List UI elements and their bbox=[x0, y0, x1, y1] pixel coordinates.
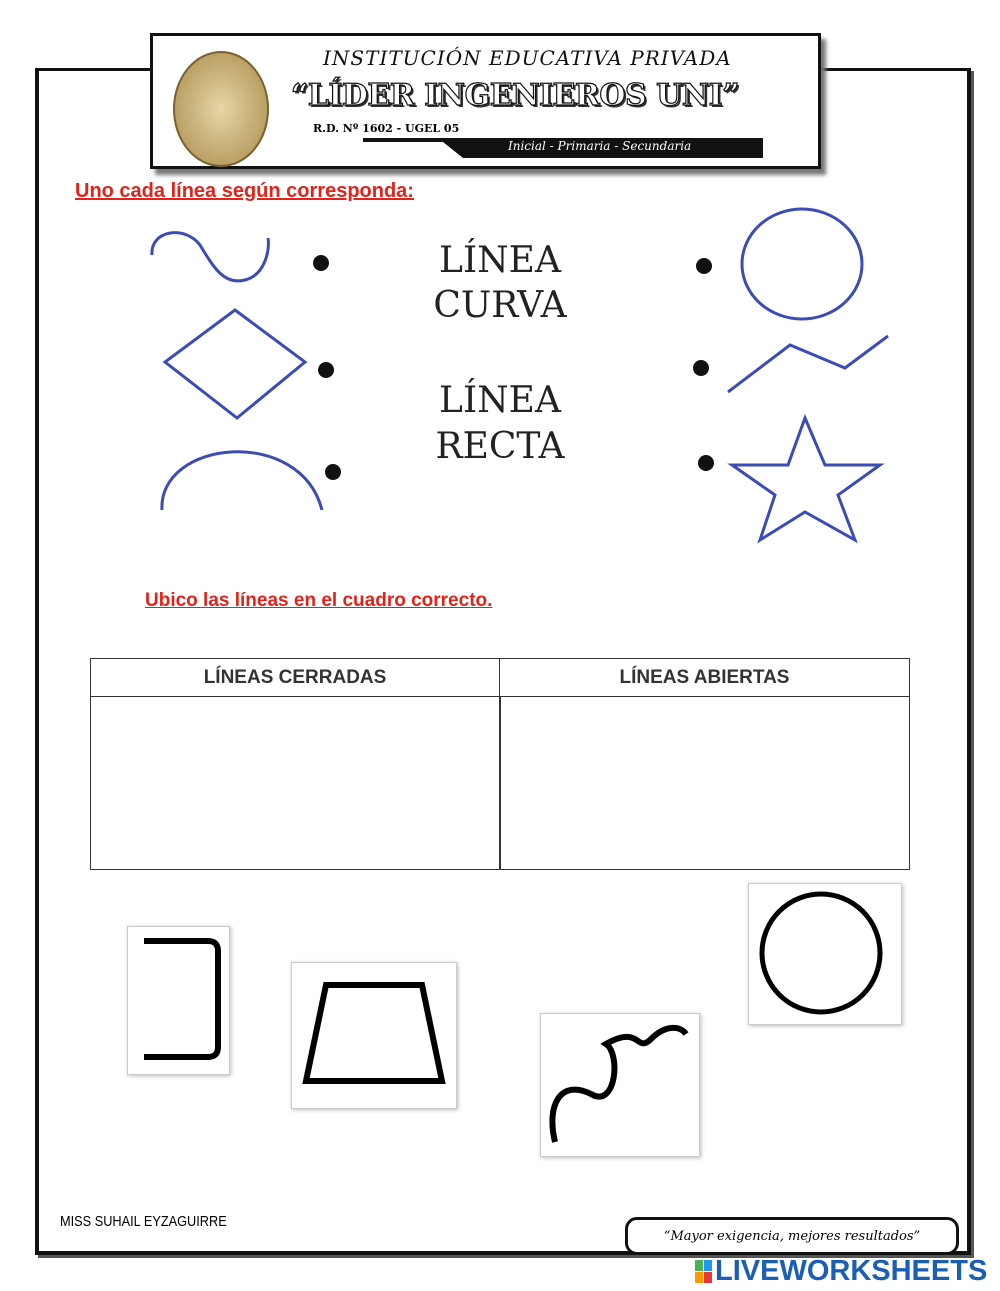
brand-name: LIVEWORKSHEETS bbox=[715, 1255, 988, 1287]
shape-diamond bbox=[165, 310, 305, 418]
author-name: MISS SUHAIL EYZAGUIRRE bbox=[60, 1213, 227, 1230]
section2-title: Ubico las líneas en el cuadro correcto. bbox=[145, 590, 493, 611]
column-header-open: LÍNEAS ABIERTAS bbox=[500, 659, 909, 697]
trapezoid-shape bbox=[306, 985, 442, 1081]
match-dot-right-3[interactable] bbox=[698, 455, 714, 471]
bracket-shape bbox=[144, 941, 218, 1057]
label-linea-1: LÍNEA bbox=[439, 240, 561, 281]
match-dot-left-1[interactable] bbox=[313, 255, 329, 271]
shape-star bbox=[732, 418, 880, 540]
shape-arch-curve bbox=[162, 452, 322, 510]
column-header-closed: LÍNEAS CERRADAS bbox=[91, 659, 500, 697]
section1-title: Uno cada línea según corresponda: bbox=[75, 180, 414, 202]
label-recta: RECTA bbox=[435, 426, 565, 467]
shape-wave-curve bbox=[152, 233, 268, 281]
match-dot-left-3[interactable] bbox=[325, 464, 341, 480]
institution-type: INSTITUCIÓN EDUCATIVA PRIVADA bbox=[323, 46, 732, 70]
school-name: “LÍDER INGENIEROS UNI” bbox=[291, 78, 739, 113]
circle-shape bbox=[762, 894, 880, 1012]
classification-table bbox=[90, 658, 910, 870]
draggable-circle[interactable] bbox=[748, 883, 902, 1025]
match-dot-left-2[interactable] bbox=[318, 362, 334, 378]
wave-shape bbox=[552, 1028, 686, 1142]
match-dot-right-1[interactable] bbox=[696, 258, 712, 274]
shape-circle bbox=[742, 209, 862, 319]
match-dot-right-2[interactable] bbox=[693, 360, 709, 376]
shape-zigzag bbox=[728, 336, 888, 392]
resolution-number: R.D. Nº 1602 - UGEL 05 bbox=[313, 122, 460, 135]
school-levels: Inicial - Primaria - Secundaria bbox=[508, 139, 692, 153]
label-linea-2: LÍNEA bbox=[439, 380, 561, 421]
draggable-trapezoid[interactable] bbox=[291, 962, 457, 1109]
brand-icon bbox=[695, 1260, 712, 1283]
draggable-wave[interactable] bbox=[540, 1013, 700, 1157]
liveworksheets-logo bbox=[695, 1255, 987, 1288]
draggable-open-bracket[interactable] bbox=[127, 926, 230, 1075]
label-curva: CURVA bbox=[433, 285, 567, 326]
drop-zone-closed[interactable] bbox=[91, 697, 498, 869]
motto-box: “Mayor exigencia, mejores resultados” bbox=[625, 1217, 959, 1255]
drop-zone-open[interactable] bbox=[501, 697, 909, 869]
